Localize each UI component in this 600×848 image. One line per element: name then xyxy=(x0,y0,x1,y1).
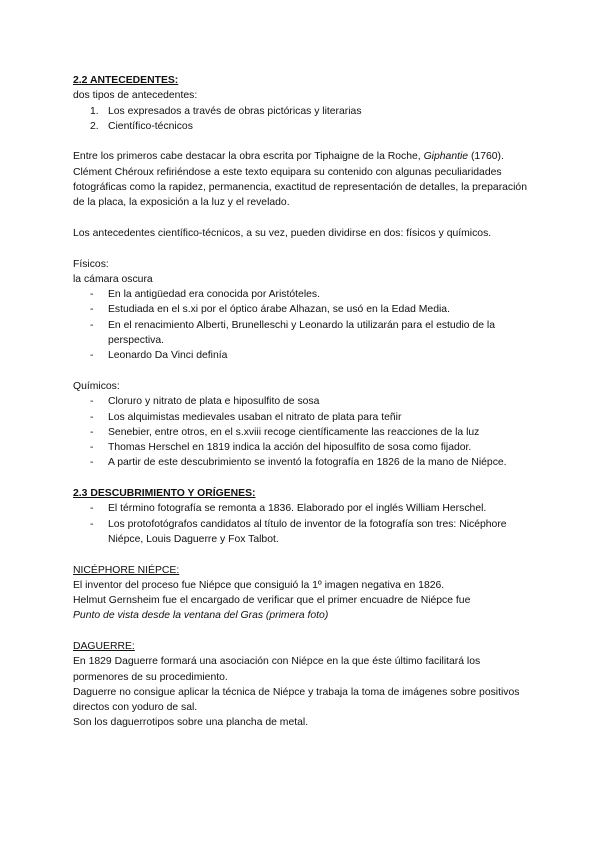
document-body xyxy=(73,73,533,731)
list-item-text: Los alquimistas medievales usaban el nitrato de plata para teñir xyxy=(108,411,402,423)
list-marker: - xyxy=(90,319,94,331)
daguerre-line-1: En 1829 Daguerre formará una asociación con Niépce en la que éste último facilitará los pormenores de su procedimiento. xyxy=(73,656,481,683)
list-marker: - xyxy=(90,304,94,316)
cheroux-paragraph: Clément Chéroux refiriéndose a este texto equipara su contenido con algunas peculiaridades fotográficas como la rapidez, permanencia, exactitud de representación de detalles, la preparación de la placa, la exposición a la luz y el revelado. xyxy=(73,166,527,209)
list-item-text: Científico-técnicos xyxy=(108,120,193,132)
tiphaigne-paragraph xyxy=(73,149,533,164)
descubrimiento-list xyxy=(73,501,533,547)
list-item xyxy=(73,501,533,516)
camara-oscura-label: la cámara oscura xyxy=(73,273,153,285)
list-item-text: Senebier, entre otros, en el s.xviii recoge científicamente las reacciones de la luz xyxy=(108,426,480,438)
blank-line xyxy=(73,134,533,149)
quimicos-list xyxy=(73,394,533,470)
list-marker: - xyxy=(90,518,94,530)
blank-line xyxy=(73,211,533,226)
list-item xyxy=(73,348,533,363)
list-marker: - xyxy=(90,411,94,423)
blank-line xyxy=(73,471,533,486)
blank-line xyxy=(73,364,533,379)
blank-line xyxy=(73,241,533,256)
list-item-text: En la antigüedad era conocida por Aristóteles. xyxy=(108,289,320,301)
division-paragraph: Los antecedentes científico-técnicos, a su vez, pueden dividirse en dos: físicos y químicos. xyxy=(73,227,492,239)
list-item-text: Thomas Herschel en 1819 indica la acción del hiposulfito de sosa como fijador. xyxy=(108,442,472,454)
list-item xyxy=(73,119,533,134)
paragraph-text: Entre los primeros cabe destacar la obra escrita por Tiphaigne de la Roche, xyxy=(73,151,424,163)
list-marker: 1. xyxy=(90,105,99,117)
list-marker: - xyxy=(90,350,94,362)
section-2-3-heading: 2.3 DESCUBRIMIENTO Y ORÍGENES: xyxy=(73,488,256,500)
paragraph-year: (1760). xyxy=(468,151,504,163)
book-title: Giphantie xyxy=(423,151,469,163)
fisicos-list xyxy=(73,287,533,363)
list-item xyxy=(73,302,533,317)
list-item-text: Cloruro y nitrato de plata e hiposulfito de sosa xyxy=(108,396,320,408)
list-item-text: En el renacimiento Alberti, Brunelleschi y Leonardo la utilizarán para el estudio de la perspectiva. xyxy=(108,319,495,347)
list-item xyxy=(73,318,533,349)
list-item xyxy=(73,440,533,455)
list-marker: - xyxy=(90,396,94,408)
niepce-heading: NICÉPHORE NIÉPCE: xyxy=(73,564,180,576)
list-item xyxy=(73,517,533,548)
list-item xyxy=(73,410,533,425)
list-item xyxy=(73,455,533,470)
fisicos-label: Físicos: xyxy=(73,258,109,270)
list-item xyxy=(73,425,533,440)
list-item-text: Leonardo Da Vinci definía xyxy=(108,350,228,362)
niepce-line-1: El inventor del proceso fue Niépce que consiguió la 1º imagen negativa en 1826. xyxy=(73,579,445,591)
quimicos-label: Químicos: xyxy=(73,380,120,392)
list-item-text: Los expresados a través de obras pictóricas y literarias xyxy=(108,105,362,117)
photo-title: Punto de vista desde la ventana del Gras (primera foto) xyxy=(73,610,329,622)
list-marker: - xyxy=(90,442,94,454)
list-item xyxy=(73,394,533,409)
daguerre-heading: DAGUERRE: xyxy=(73,640,135,652)
list-item-text: A partir de este descubrimiento se inventó la fotografía en 1826 de la mano de Niépce. xyxy=(108,457,507,469)
list-marker: 2. xyxy=(90,120,99,132)
list-item-text: El término fotografía se remonta a 1836. Elaborado por el inglés William Herschel. xyxy=(108,503,487,515)
list-item-text: Los protofotógrafos candidatos al título de inventor de la fotografía son tres: Nicéphore Niépce, Louis Daguerre y Fox Talbot. xyxy=(108,518,507,545)
list-marker: - xyxy=(90,289,94,301)
daguerre-line-2: Daguerre no consigue aplicar la técnica de Niépce y trabaja la toma de imágenes sobre positivos directos con yoduro de sal. xyxy=(73,686,520,714)
list-marker: - xyxy=(90,426,94,438)
list-item xyxy=(73,287,533,302)
blank-line xyxy=(73,547,533,562)
section-2-2-heading: 2.2 ANTECEDENTES: xyxy=(73,75,179,86)
antecedentes-list xyxy=(73,104,533,135)
daguerre-line-3: Son los daguerrotipos sobre una plancha de metal. xyxy=(73,717,309,729)
antecedentes-intro: dos tipos de antecedentes: xyxy=(73,90,198,102)
blank-line xyxy=(73,624,533,639)
niepce-line-3 xyxy=(73,608,533,623)
list-marker: - xyxy=(90,503,94,515)
list-item-text: Estudiada en el s.xi por el óptico árabe Alhazan, se usó en la Edad Media. xyxy=(108,304,450,316)
list-item xyxy=(73,104,533,119)
niepce-line-2: Helmut Gernsheim fue el encargado de verificar que el primer encuadre de Niépce fue xyxy=(73,595,471,607)
list-marker: - xyxy=(90,457,94,469)
